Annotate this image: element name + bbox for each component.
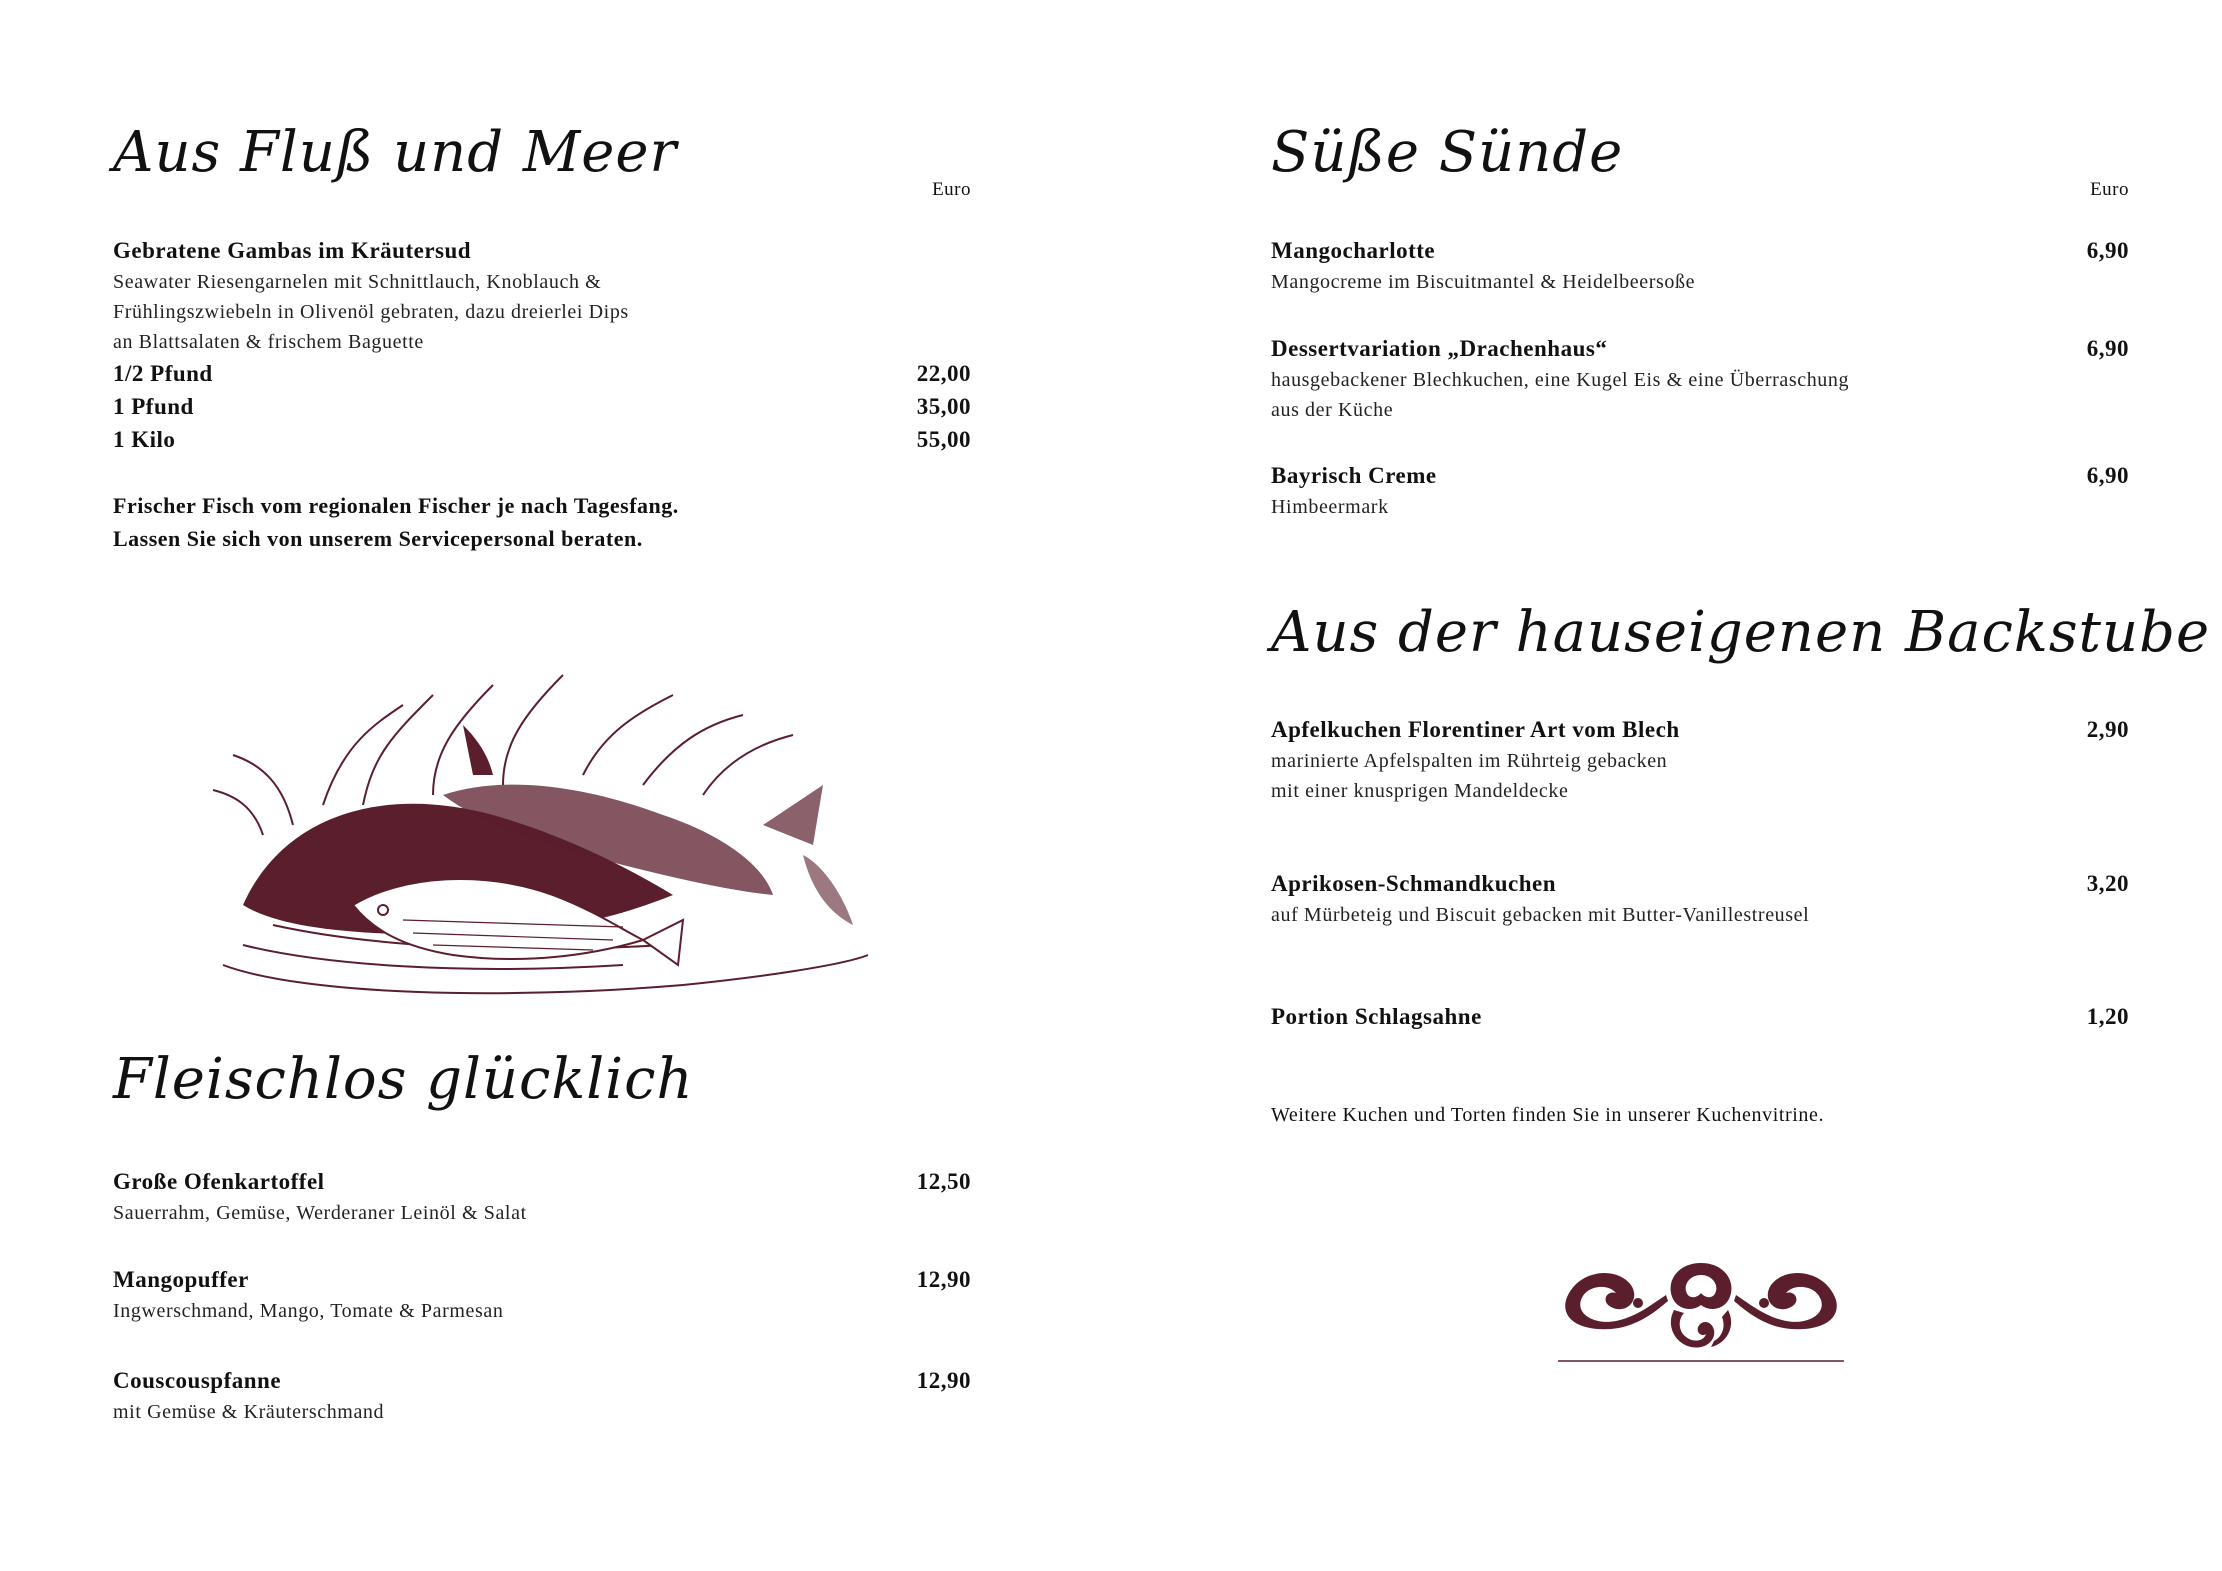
bakery-note: Weitere Kuchen und Torten finden Sie in unserer Kuchenvitrine. bbox=[1271, 1104, 1825, 1126]
section-heading-bakery: Aus der hauseigenen Backstube bbox=[1271, 600, 2211, 665]
item-desc-line: auf Mürbeteig und Biscuit gebacken mit Butter-Vanillestreusel bbox=[1271, 904, 1810, 926]
section-heading-dessert: Süße Sünde bbox=[1271, 120, 1624, 185]
size-price: 55,00 bbox=[916, 427, 971, 452]
size-label: 1/2 Pfund bbox=[113, 361, 213, 386]
size-label: 1 Pfund bbox=[113, 394, 194, 419]
item-price: 6,90 bbox=[2086, 463, 2129, 488]
item-desc-line: Mangocreme im Biscuitmantel & Heidelbeersoße bbox=[1271, 271, 1696, 293]
scroll-ornament-icon bbox=[1556, 1255, 1846, 1365]
fish-engraving-icon bbox=[203, 665, 883, 1005]
item-price: 6,90 bbox=[2086, 238, 2129, 263]
item-desc-line: an Blattsalaten & frischem Baguette bbox=[113, 331, 424, 353]
menu-item-mangopuffer bbox=[113, 1264, 971, 1326]
menu-item-dessertvariation bbox=[1271, 333, 2129, 425]
item-name: Mangopuffer bbox=[113, 1267, 249, 1292]
menu-item-couscouspfanne bbox=[113, 1365, 971, 1427]
item-price: 1,20 bbox=[2086, 1004, 2129, 1029]
size-row-pound bbox=[113, 390, 971, 423]
item-desc: Sauerrahm, Gemüse, Werderaner Leinöl & Salat bbox=[113, 1202, 527, 1224]
item-desc-line: aus der Küche bbox=[1271, 399, 1394, 421]
item-price: 12,90 bbox=[916, 1267, 971, 1292]
menu-item-aprikosen-schmandkuchen bbox=[1271, 868, 2129, 930]
item-price: 3,20 bbox=[2086, 871, 2129, 896]
size-price: 35,00 bbox=[916, 394, 971, 419]
item-desc-line: mit einer knusprigen Mandeldecke bbox=[1271, 780, 1569, 802]
item-desc-line: marinierte Apfelspalten im Rührteig gebacken bbox=[1271, 750, 1668, 772]
item-desc-line: Frühlingszwiebeln in Olivenöl gebraten, dazu dreierlei Dips bbox=[113, 301, 629, 323]
menu-item-ofenkartoffel bbox=[113, 1166, 971, 1228]
item-desc: mit Gemüse & Kräuterschmand bbox=[113, 1401, 385, 1423]
fish-note-line: Frischer Fisch vom regionalen Fischer je nach Tagesfang. bbox=[113, 493, 679, 518]
menu-item-bayrisch-creme bbox=[1271, 460, 2129, 522]
item-name: Portion Schlagsahne bbox=[1271, 1004, 1482, 1029]
item-desc-line: Himbeermark bbox=[1271, 496, 1389, 518]
item-name: Mangocharlotte bbox=[1271, 238, 1436, 263]
size-row-kilo bbox=[113, 423, 971, 456]
item-name: Bayrisch Creme bbox=[1271, 463, 1437, 488]
menu-item-mangocharlotte bbox=[1271, 235, 2129, 297]
item-name: Couscouspfanne bbox=[113, 1368, 282, 1393]
menu-item-schlagsahne bbox=[1271, 1001, 2129, 1033]
item-name: Aprikosen-Schmandkuchen bbox=[1271, 871, 1557, 896]
menu-item-apfelkuchen bbox=[1271, 714, 2129, 806]
size-price: 22,00 bbox=[916, 361, 971, 386]
size-label: 1 Kilo bbox=[113, 427, 176, 452]
section-heading-veggie: Fleischlos glücklich bbox=[113, 1047, 694, 1112]
item-name: Große Ofenkartoffel bbox=[113, 1169, 325, 1194]
item-desc-line: Seawater Riesengarnelen mit Schnittlauch, Knoblauch & bbox=[113, 271, 602, 293]
section-heading-fish: Aus Fluß und Meer bbox=[113, 120, 678, 185]
item-price: 12,50 bbox=[916, 1169, 971, 1194]
item-name: Gebratene Gambas im Kräutersud bbox=[113, 238, 472, 263]
fish-note-line: Lassen Sie sich von unserem Servicepersonal beraten. bbox=[113, 526, 643, 551]
item-desc-line: hausgebackener Blechkuchen, eine Kugel Eis & eine Überraschung bbox=[1271, 369, 1850, 391]
item-desc: Ingwerschmand, Mango, Tomate & Parmesan bbox=[113, 1300, 504, 1322]
item-name: Apfelkuchen Florentiner Art vom Blech bbox=[1271, 717, 1680, 742]
item-price: 12,90 bbox=[916, 1368, 971, 1393]
item-price: 6,90 bbox=[2086, 336, 2129, 361]
currency-label: Euro bbox=[2090, 179, 2129, 200]
item-price: 2,90 bbox=[2086, 717, 2129, 742]
item-name: Dessertvariation „Drachenhaus“ bbox=[1271, 336, 1608, 361]
size-row-half-pound bbox=[113, 357, 971, 390]
currency-label: Euro bbox=[932, 179, 971, 200]
menu-item-gambas bbox=[113, 235, 971, 456]
